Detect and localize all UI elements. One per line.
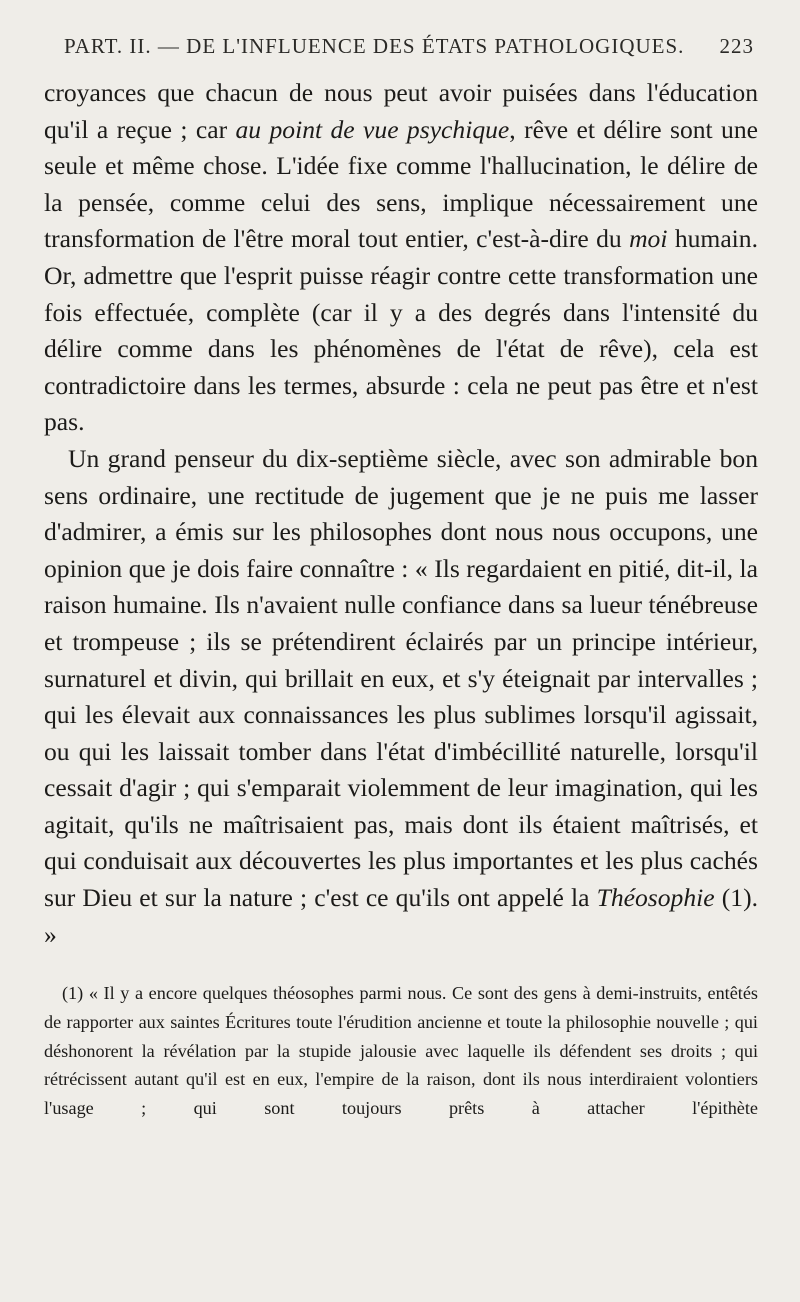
paragraph-1-segment-1: croyances que chacun de nous peut avoir puisées dans l'éducation qu'il a reçue ; car [44,78,758,144]
paragraph-1-segment-5: humain. Or, admettre que l'esprit puisse réagir contre cette transformation une fois effectuée, complète (car il y a des degrés dans l'intensité du délire comme dans les phénomènes de l'état de rêve), cela est contradictoire dans les termes, absurde : cela ne peut pas être et n'est pas. [44,224,758,437]
paragraph-2-italic-theosophie: Théosophie [596,883,715,913]
paragraph-1-italic-moi: moi [629,224,668,254]
paragraph-2-segment-1: Un grand penseur du dix-septième siècle, avec son admirable bon sens ordinaire, une rectitude de jugement que je ne puis me lasser d'admirer, a émis sur les philosophes dont nous nous occupons, une opinion que je dois faire connaître : « Ils regardaient en pitié, dit-il, la raison humaine. Ils n'avaient nulle confiance dans sa lueur ténébreuse et trompeuse ; ils se prétendirent éclairés par un principe intérieur, surnaturel et divin, qui brillait en eux, et s'y éteignait par intervalles ; qui les élevait aux connaissances les plus sublimes lorsqu'il agissait, ou qui les laissait tomber dans l'état d'imbécillité naturelle, lorsqu'il cessait d'agir ; qui s'emparait violemment de leur imagination, qui les agitait, qu'ils ne maîtrisaient pas, mais dont ils étaient maîtrisés, et qui conduisait aux découvertes les plus importantes et les plus cachés sur Dieu et sur la nature ; c'est ce qu'ils ont appelé la [44,443,758,913]
page-number: 223 [719,34,754,58]
running-header [44,34,758,59]
paragraph-1-italic-psychique: au point de vue psychique [235,114,510,144]
paragraph-1 [44,75,758,441]
paragraph-2-segment-3: (1). » [44,883,758,949]
main-text [44,75,758,953]
paragraph-2 [44,441,758,953]
footnote [44,979,758,1123]
footnote-text: (1) « Il y a encore quelques théosophes parmi nous. Ce sont des gens à demi-instruits, entêtés de rapporter aux saintes Écritures toute l'érudition ancienne et toute la philosophie nouvelle ; qui déshonorent la révélation par la stupide jalousie avec laquelle ils défendent ses droits ; qui rétrécissent autant qu'il est en eux, l'empire de la raison, dont ils nous interdiraient volontiers l'usage ; qui sont toujours prêts à attacher l'épithète [44,983,758,1119]
paragraph-1-segment-3: , rêve et délire sont une seule et même chose. L'idée fixe comme l'hallucination, le délire de la pensée, comme celui des sens, implique nécessairement une transformation de l'être moral tout entier, c'est-à-dire du [44,114,759,254]
running-title: PART. II. — DE L'INFLUENCE DES ÉTATS PATHOLOGIQUES. [64,34,685,58]
